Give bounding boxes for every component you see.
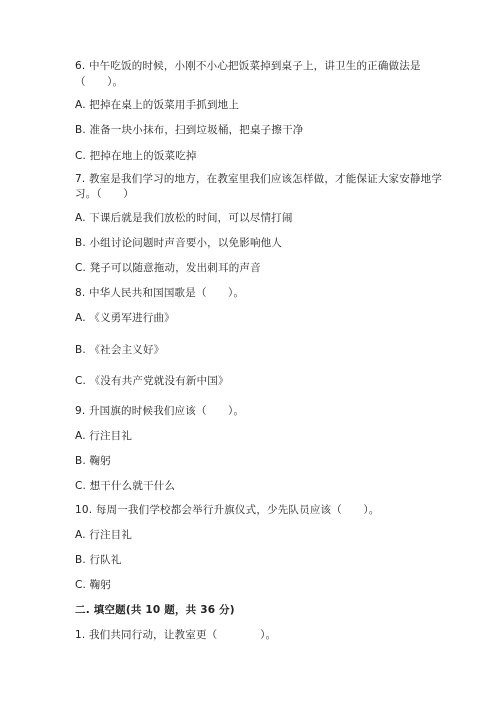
question-8-stem: 8. 中华人民共和国国歌是（ ）。 (75, 287, 245, 299)
question-9-stem: 9. 升国旗的时候我们应该（ ）。 (75, 405, 245, 417)
question-8-option-b: B. 《社会主义好》 (75, 344, 165, 356)
question-7-option-b: B. 小组讨论问题时声音要小，以免影响他人 (75, 237, 283, 249)
fill-question-1-stem: 1. 我们共同行动，让教室更（ ）。 (75, 629, 277, 641)
question-6-option-c: C. 把掉在地上的饭菜吃掉 (75, 150, 197, 162)
question-9-option-a: A. 行注目礼 (75, 430, 133, 442)
question-8-option-a: A. 《义勇军进行曲》 (75, 312, 175, 324)
question-7-option-c: C. 凳子可以随意拖动，发出刺耳的声音 (75, 262, 261, 274)
question-6-option-a: A. 把掉在桌上的饭菜用手抓到地上 (75, 99, 240, 111)
question-9-option-c: C. 想干什么就干什么 (75, 480, 176, 492)
question-8-option-c: C. 《没有共产党就没有新中国》 (75, 375, 229, 387)
question-9-option-b: B. 鞠躬 (75, 455, 111, 467)
question-6-option-b: B. 准备一块小抹布，扫到垃圾桶，把桌子擦干净 (75, 124, 304, 136)
question-10-option-b: B. 行队礼 (75, 554, 122, 566)
question-7-stem-cont: 习。（ ） (75, 188, 134, 200)
section-title: 二. 填空题(共 10 题，共 36 分) (75, 604, 235, 616)
question-7-stem: 7. 教室是我们学习的地方，在教室里我们应该怎样做，才能保证大家安静地学 (75, 173, 443, 185)
question-10-stem: 10. 每周一我们学校都会举行升旗仪式，少先队员应该（ ）。 (75, 504, 380, 516)
question-7-option-a: A. 下课后就是我们放松的时间，可以尽情打闹 (75, 212, 293, 224)
question-6-stem: 6. 中午吃饭的时候，小刚不小心把饭菜掉到桌子上，讲卫生的正确做法是 (75, 60, 421, 72)
question-6-stem-cont: （ ）。 (75, 76, 124, 88)
question-10-option-c: C. 鞠躬 (75, 579, 112, 591)
question-10-option-a: A. 行注目礼 (75, 529, 133, 541)
